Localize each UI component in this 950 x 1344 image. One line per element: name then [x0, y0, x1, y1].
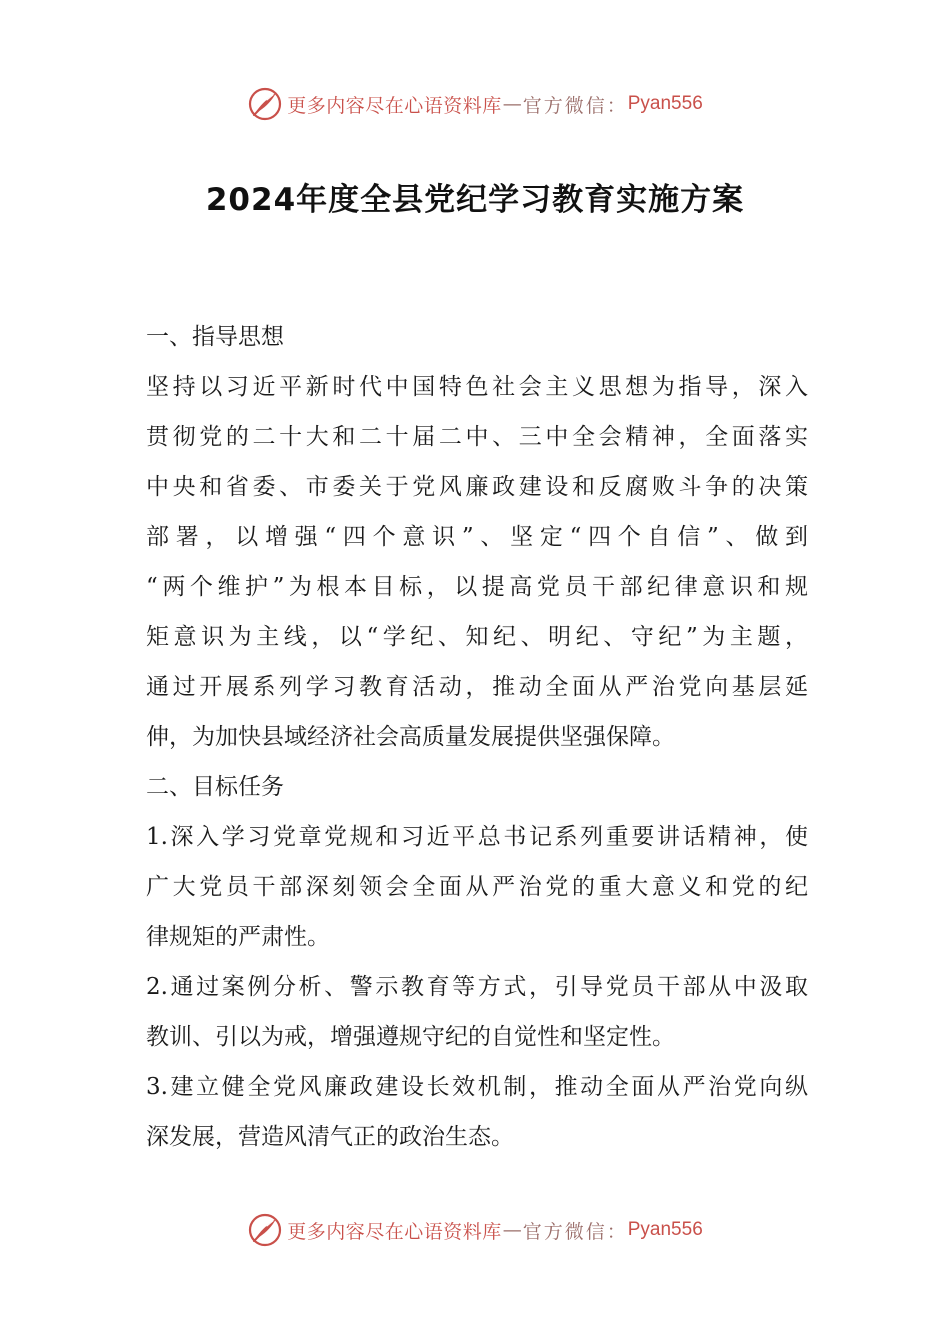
text-line: 1.深入学习党章党规和习近平总书记系列重要讲话精神，使	[146, 824, 808, 850]
quill-pen-logo-icon	[247, 86, 283, 122]
footer-watermark	[0, 1210, 950, 1250]
text-line: “两个维护”为根本目标，以提高党员干部纪律意识和规	[146, 574, 808, 600]
text-line: 律规矩的严肃性。	[146, 924, 330, 950]
watermark-wechat-id: Pyan556	[627, 93, 703, 114]
text-line: 坚持以习近平新时代中国特色社会主义思想为指导，深入	[146, 374, 808, 400]
text-line: 教训、引以为戒，增强遵规守纪的自觉性和坚定性。	[146, 1024, 675, 1050]
watermark-official-label: 官方微信：	[522, 94, 628, 117]
text-line: 通过开展系列学习教育活动，推动全面从严治党向基层延	[146, 674, 808, 700]
quill-pen-logo-icon	[247, 1212, 283, 1248]
watermark-separator: —	[502, 1219, 522, 1241]
document-body	[146, 312, 808, 1162]
watermark-main-text: 更多内容尽在心语资料库	[287, 1220, 502, 1243]
text-line: 一、指导思想	[146, 324, 284, 350]
text-line: 中央和省委、市委关于党风廉政建设和反腐败斗争的决策	[146, 474, 808, 500]
text-line: 二、目标任务	[146, 774, 284, 800]
text-line: 广大党员干部深刻领会全面从严治党的重大意义和党的纪	[146, 874, 808, 900]
text-line: 伸，为加快县域经济社会高质量发展提供坚强保障。	[146, 724, 675, 750]
text-line: 3.建立健全党风廉政建设长效机制，推动全面从严治党向纵	[146, 1074, 808, 1100]
watermark-separator: —	[502, 93, 522, 115]
text-line: 贯彻党的二十大和二十届二中、三中全会精神，全面落实	[146, 424, 808, 450]
watermark-main-text: 更多内容尽在心语资料库	[287, 94, 502, 117]
header-watermark	[0, 84, 950, 124]
watermark-official-label: 官方微信：	[522, 1220, 628, 1243]
watermark-wechat-id: Pyan556	[627, 1219, 703, 1240]
text-line: 2.通过案例分析、警示教育等方式，引导党员干部从中汲取	[146, 974, 808, 1000]
document-title: 2024年度全县党纪学习教育实施方案	[205, 182, 745, 218]
text-line: 矩意识为主线，以“学纪、知纪、明纪、守纪”为主题，	[146, 624, 808, 650]
text-line: 部署，以增强“四个意识”、坚定“四个自信”、做到	[146, 524, 808, 550]
text-line: 深发展，营造风清气正的政治生态。	[146, 1124, 514, 1150]
